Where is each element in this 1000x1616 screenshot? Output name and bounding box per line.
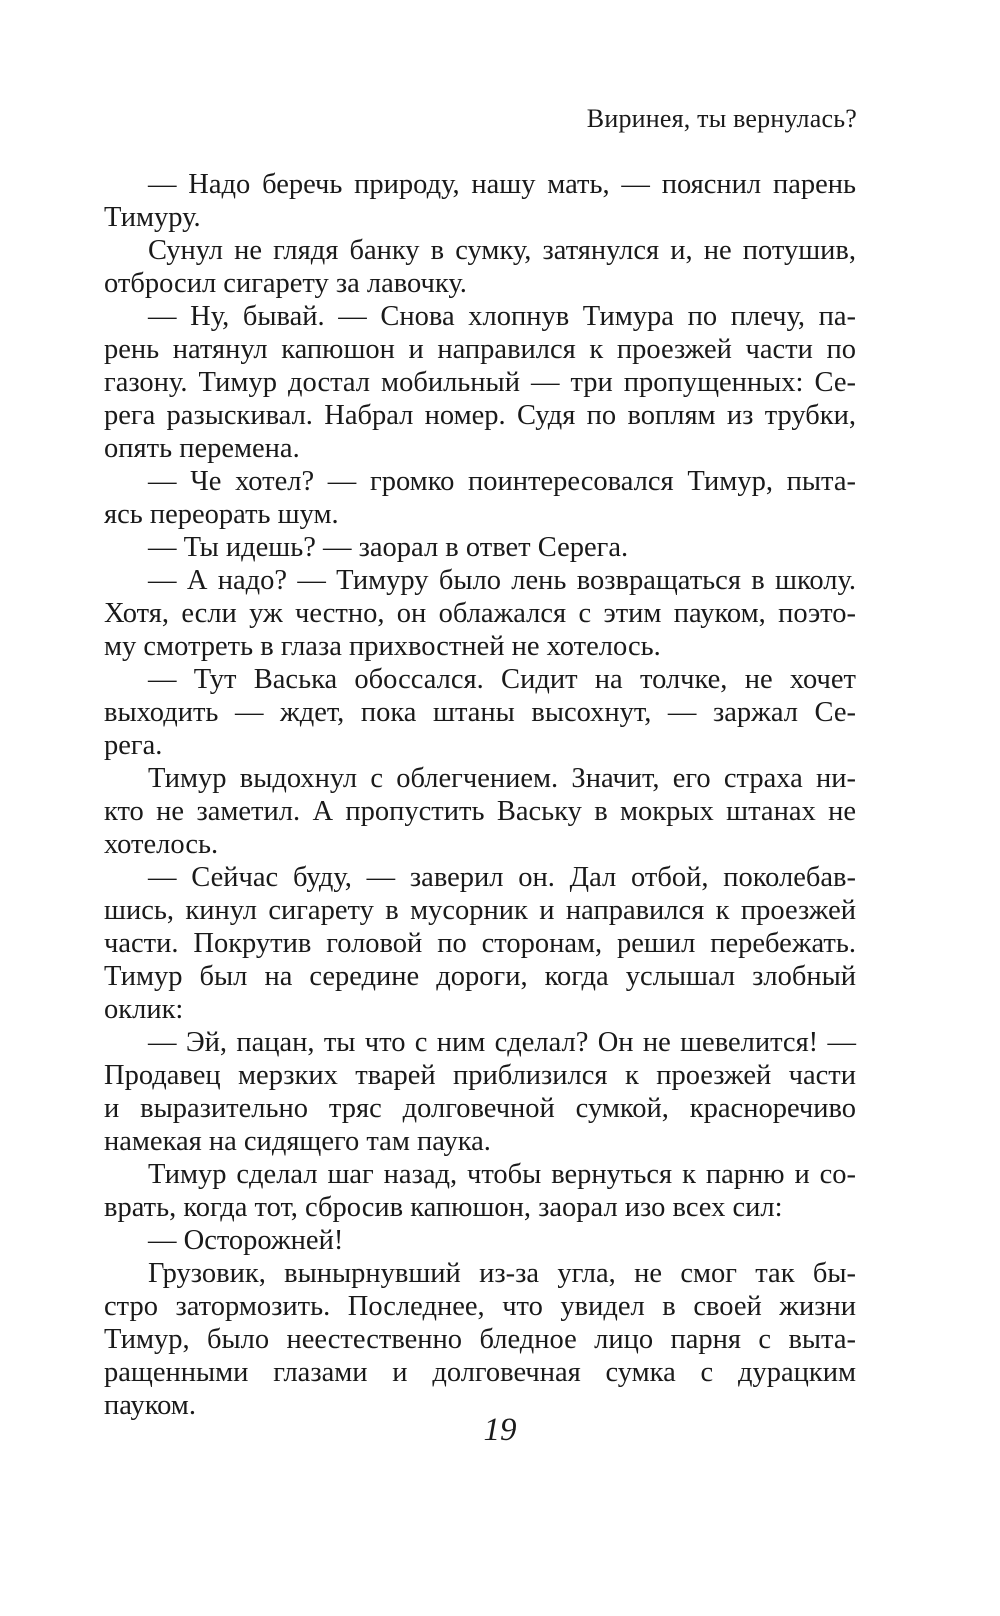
text-line: — Надо беречь природу, нашу мать, — пояснил парень	[148, 169, 856, 200]
text-line: — Эй, пацан, ты что с ним сделал? Он не шевелится! —	[148, 1027, 856, 1058]
text-line: врать, когда тот, сбросив капюшон, заорал изо всех сил:	[104, 1192, 783, 1223]
text-line: хотелось.	[104, 829, 219, 860]
text-line: Сунул не глядя банку в сумку, затянулся и, не потушив,	[148, 235, 856, 266]
text-line: кто не заметил. А пропустить Ваську в мокрых штанах не	[104, 796, 856, 827]
text-line: Тимур был на середине дороги, когда услышал злобный	[104, 961, 856, 992]
text-line: оклик:	[104, 994, 184, 1025]
text-line: ращенными глазами и долговечная сумка с дурацким	[104, 1357, 856, 1388]
text-line: пауком.	[104, 1390, 196, 1421]
text-line: Тимур, было неестественно бледное лицо парня с выта-	[104, 1324, 856, 1355]
text-line: — Осторожней!	[148, 1225, 344, 1256]
body-text	[104, 168, 856, 1422]
text-line: шись, кинул сигарету в мусорник и направился к проезжей	[104, 895, 856, 926]
text-line: Тимур выдохнул с облегчением. Значит, его страха ни-	[148, 763, 856, 794]
text-line: рега.	[104, 730, 163, 761]
text-line: стро затормозить. Последнее, что увидел в своей жизни	[104, 1291, 856, 1322]
text-line: опять перемена.	[104, 433, 300, 464]
text-line: рега разыскивал. Набрал номер. Судя по воплям из трубки,	[104, 400, 856, 431]
text-line: выходить — ждет, пока штаны высохнут, — заржал Се-	[104, 697, 856, 728]
text-line: части. Покрутив головой по сторонам, решил перебежать.	[104, 928, 856, 959]
text-line: рень натянул капюшон и направился к проезжей части по	[104, 334, 856, 365]
text-line: Тимур сделал шаг назад, чтобы вернуться к парню и со-	[148, 1159, 856, 1190]
text-line: намекая на сидящего там паука.	[104, 1126, 491, 1157]
text-line: ясь переорать шум.	[104, 499, 339, 530]
text-line: — Че хотел? — громко поинтересовался Тимур, пыта-	[148, 466, 856, 497]
text-line: газону. Тимур достал мобильный — три пропущенных: Се-	[104, 367, 856, 398]
text-line: му смотреть в глаза прихвостней не хотелось.	[104, 631, 661, 662]
page-number: 19	[483, 1412, 517, 1448]
text-line: — Тут Васька обоссался. Сидит на толчке, не хочет	[148, 664, 856, 695]
text-line: отбросил сигарету за лавочку.	[104, 268, 467, 299]
text-line: Грузовик, вынырнувший из-за угла, не смог так бы-	[148, 1258, 856, 1289]
text-line: Тимуру.	[104, 202, 201, 233]
text-line: — А надо? — Тимуру было лень возвращаться в школу.	[148, 565, 856, 596]
text-line: и выразительно тряс долговечной сумкой, красноречиво	[104, 1093, 856, 1124]
text-line: Хотя, если уж честно, он облажался с этим пауком, поэто-	[104, 598, 856, 629]
text-line: — Ну, бывай. — Снова хлопнув Тимура по плечу, па-	[148, 301, 856, 332]
running-head: Виринея, ты вернулась?	[586, 104, 857, 133]
text-line: Продавец мерзких тварей приблизился к проезжей части	[104, 1060, 856, 1091]
text-line: — Сейчас буду, — заверил он. Дал отбой, поколебав-	[148, 862, 856, 893]
text-line: — Ты идешь? — заорал в ответ Серега.	[148, 532, 629, 563]
